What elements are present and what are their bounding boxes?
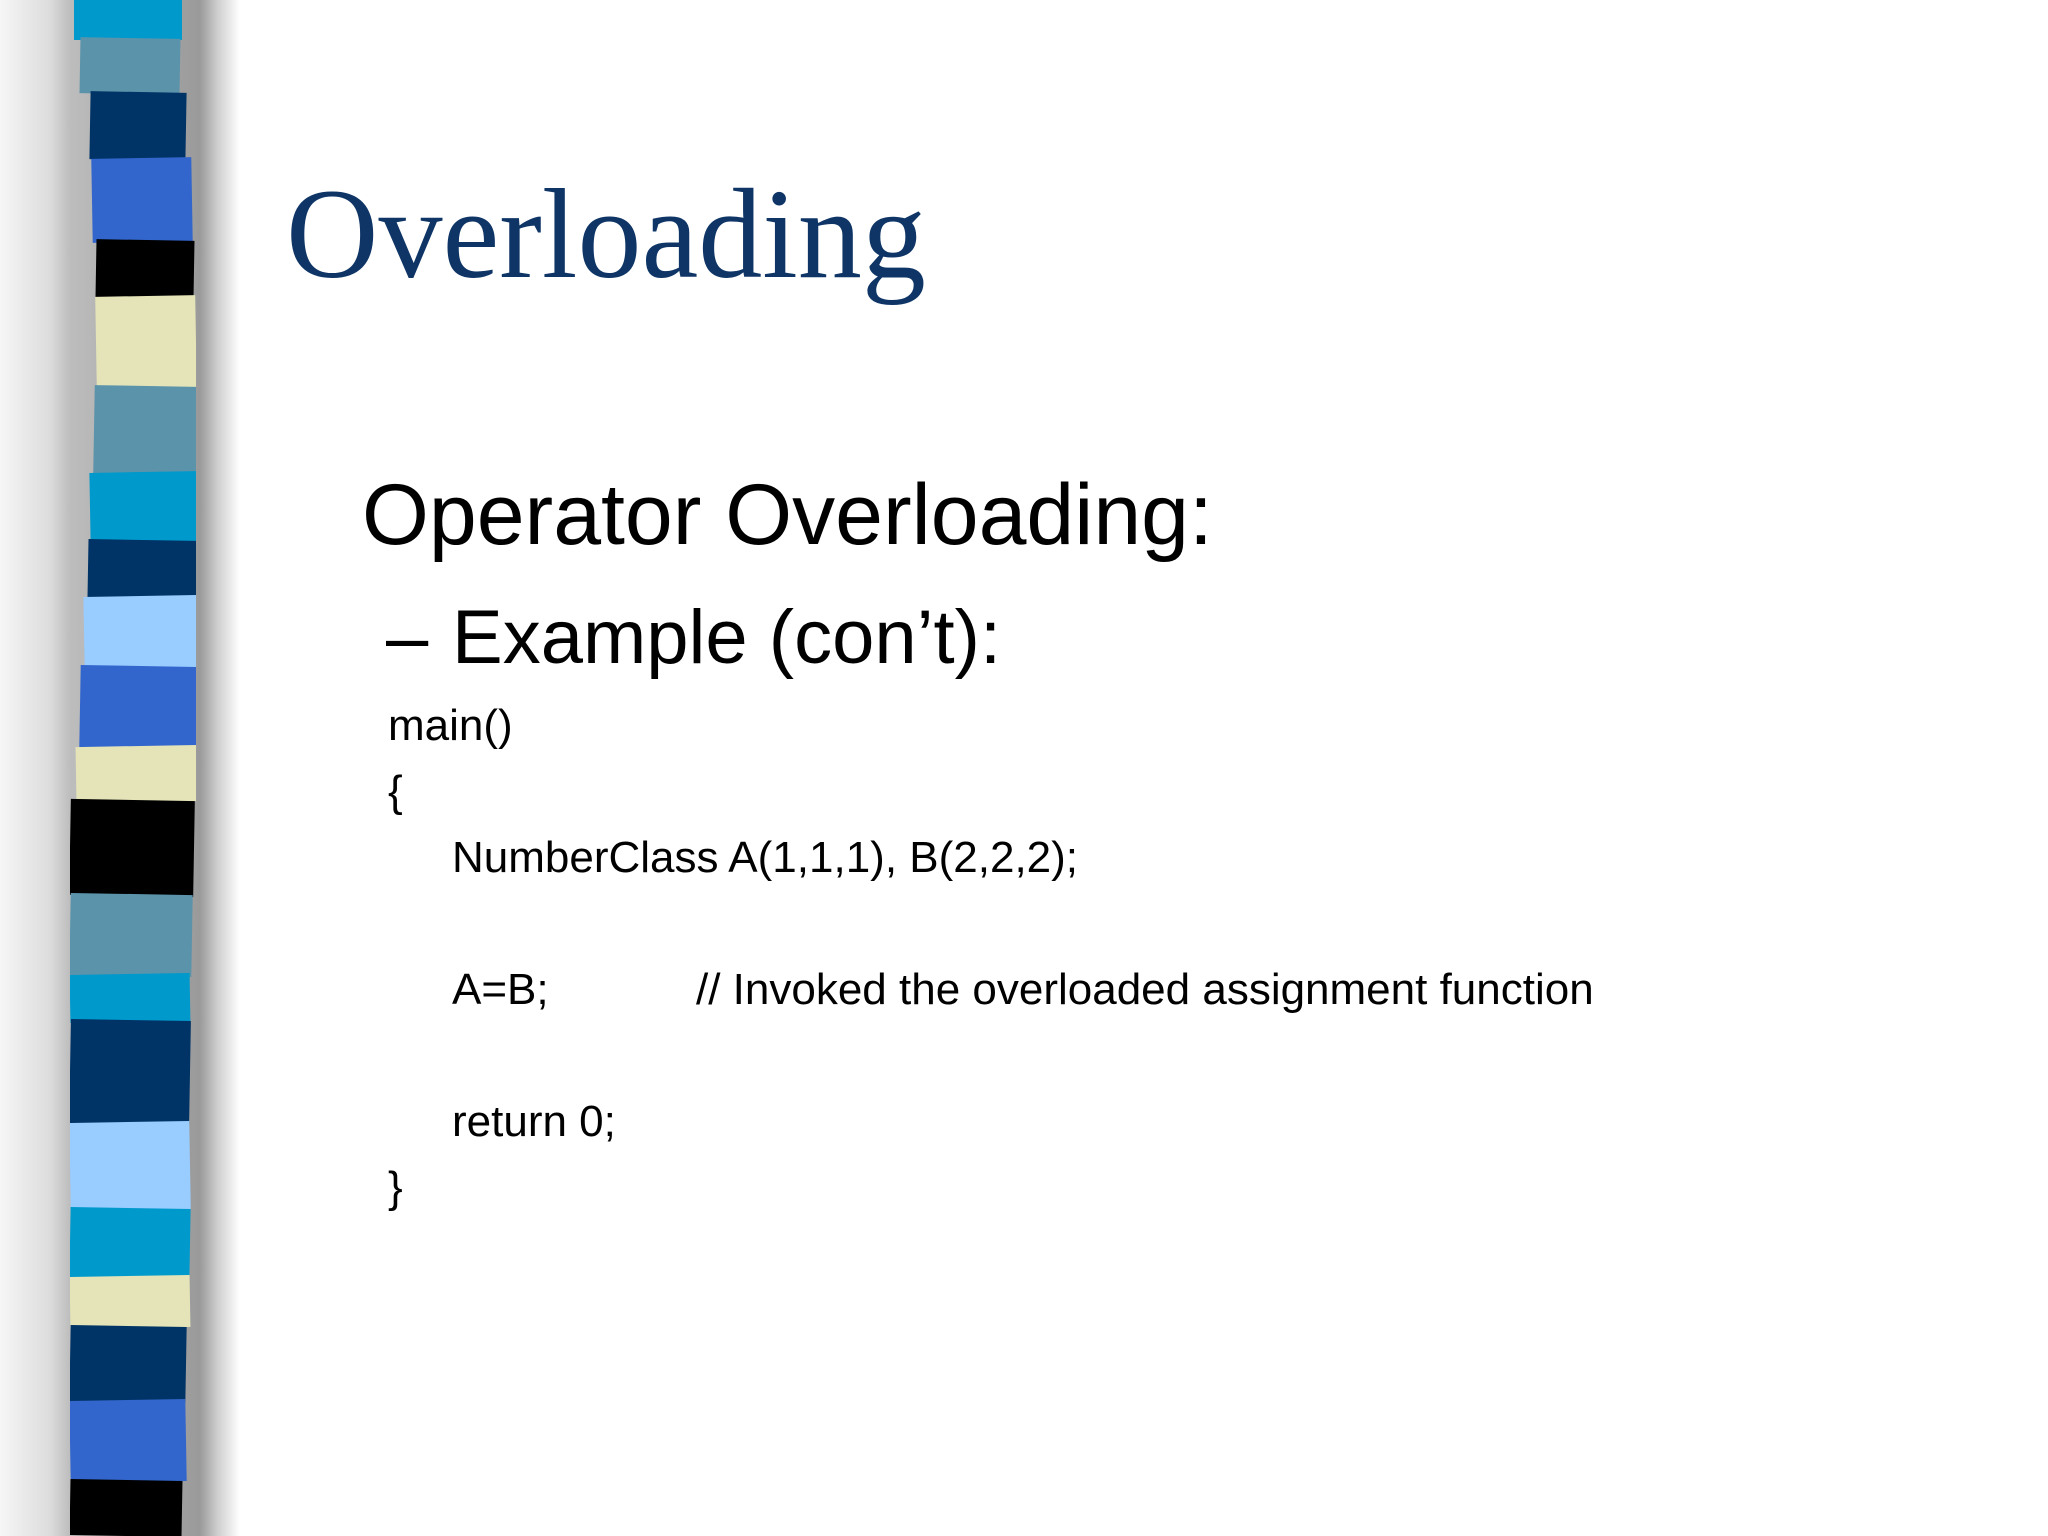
stripe	[80, 37, 181, 95]
stripe	[74, 0, 182, 40]
stripe	[89, 91, 186, 161]
stripe	[96, 239, 195, 299]
stripe	[70, 1479, 182, 1536]
stripe	[70, 1325, 187, 1403]
sub-bullet-text: Example (con’t):	[452, 595, 1002, 680]
code-line: return 0;	[452, 1097, 616, 1146]
code-line: {	[388, 767, 403, 816]
code-line: A=B;	[452, 965, 549, 1014]
stripe	[70, 1275, 190, 1329]
stripe	[89, 471, 196, 543]
slide-title: Overloading	[286, 163, 926, 305]
stripe	[79, 665, 196, 749]
bullet-text: Operator Overloading:	[362, 467, 1213, 563]
stripe	[70, 1207, 191, 1279]
stripe	[83, 595, 196, 669]
decorative-sidebar	[0, 0, 240, 1536]
stripe	[91, 157, 192, 243]
stripe	[70, 893, 193, 977]
code-line: main()	[388, 701, 513, 750]
stripe	[70, 973, 190, 1023]
stripe	[70, 1121, 191, 1211]
code-line: NumberClass A(1,1,1), B(2,2,2);	[452, 833, 1079, 882]
stripe	[93, 385, 196, 475]
stripe	[70, 1399, 187, 1483]
stripe	[70, 799, 195, 897]
stripe	[76, 745, 196, 803]
stripe	[88, 539, 196, 599]
stripe	[70, 1019, 191, 1125]
stripe	[95, 295, 196, 389]
code-comment: // Invoked the overloaded assignment function	[696, 965, 1594, 1014]
sub-bullet-marker: –	[386, 595, 429, 680]
striped-bar-decoration	[70, 0, 196, 1536]
sub-bullet	[386, 596, 1001, 680]
code-line: }	[388, 1163, 403, 1212]
